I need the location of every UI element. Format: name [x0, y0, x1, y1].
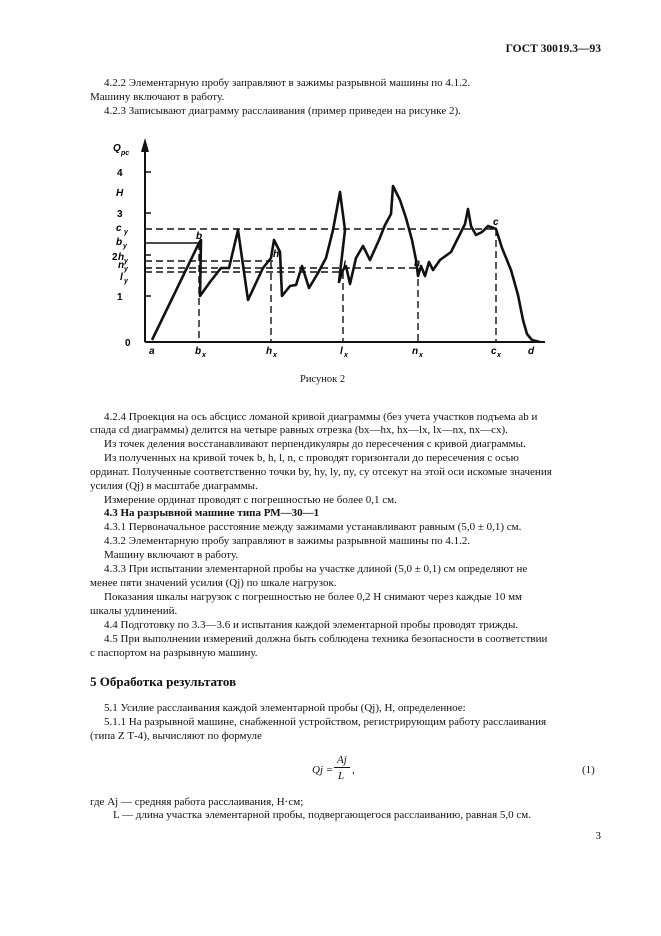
para-4-2-3: 4.2.3 Записывают диаграмму расслаивания (пример приведен на рисунке 2).	[104, 105, 461, 117]
para-5-1: 5.1 Усилие расслаивания каждой элементарной пробы (Qj), Н, определенное:	[104, 702, 466, 714]
para-4-2-2-cont: Машину включают в работу.	[90, 91, 225, 103]
para-4-3-3-l4: шкалы удлинений.	[90, 605, 178, 617]
y-mark-h: h	[118, 252, 125, 263]
y-mark-h-sub: y	[124, 258, 128, 265]
y-tick-label-1: 1	[117, 292, 123, 303]
where-line-1: где Aj — средняя работа расслаивания, Н·см;	[90, 796, 304, 808]
curve-label-l: l	[343, 260, 346, 271]
y-mark-c: c	[116, 223, 122, 234]
para-4-2-4-l1: 4.2.4 Проекция на ось абсцисс ломаной кривой диаграммы (без учета участков подъема ab и	[104, 411, 538, 423]
figure-caption: Рисунок 2	[300, 374, 346, 385]
x-label-b: b	[195, 346, 202, 357]
x-label-a: a	[149, 346, 155, 357]
y-mark-n-sub: y	[124, 266, 128, 273]
para-4-3-3-l3: Показания шкалы нагрузок с погрешностью не более 0,2 Н снимают через каждые 10 мм	[104, 591, 522, 603]
para-4-3-3-l1: 4.3.3 При испытании элементарной пробы на участке длиной (5,0 ± 0,1) см определяют не	[104, 563, 528, 575]
x-label-l: l	[340, 346, 343, 357]
formula-lhs: Qj =	[312, 764, 334, 776]
y-mark-n: n	[118, 260, 125, 271]
x-label-n-sub: x	[419, 352, 423, 359]
y-axis-label: Q	[113, 143, 121, 154]
para-4-3-1: 4.3.1 Первоначальное расстояние между зажимами устанавливают равным (5,0 ± 0,1) см.	[104, 521, 522, 533]
para-4-3-2-cont: Машину включают в работу.	[104, 549, 239, 561]
y-tick-label-H: H	[116, 188, 124, 199]
para-4-2-4-l5: ординат. Полученные соответственно точки by, hy, ly, ny, cy отсекут на этой оси искомые значения	[90, 466, 552, 478]
para-4-2-4-l7: Измерение ординат проводят с погрешностью не более 0,1 см.	[104, 494, 397, 506]
para-5-1-1-l2: (типа Z Т-4), вычисляют по формуле	[90, 730, 262, 742]
y-axis-arrow	[141, 138, 149, 152]
formula-denominator: L	[338, 770, 345, 782]
x-label-b-sub: x	[202, 352, 206, 359]
para-4-3-3-l2: менее пяти значений усилия (Qj) по шкале нагрузок.	[90, 577, 337, 589]
para-4-2-4-l2: спада cd диаграммы) делится на четыре равных отрезка (bx—hx, hx—lx, lx—nx, nx—cx).	[90, 424, 508, 436]
para-5-1-1-l1: 5.1.1 На разрывной машине, снабженной устройством, регистрирующим работу расслаивания	[104, 716, 547, 728]
y-mark-l: l	[120, 272, 123, 283]
section-5-title: 5 Обработка результатов	[90, 674, 237, 689]
delamination-diagram	[0, 0, 661, 400]
para-4-2-2: 4.2.2 Элементарную пробу заправляют в зажимы разрывной машины по 4.1.2.	[104, 77, 471, 89]
x-label-c-sub: x	[497, 352, 501, 359]
y-mark-l-sub: y	[124, 278, 128, 285]
y-tick-label-3: 3	[117, 209, 123, 220]
y-mark-c-sub: y	[124, 229, 128, 236]
y-tick-label-2: 2	[112, 252, 118, 263]
where-line-2: L — длина участка элементарной пробы, подвергающегося расслаиванию, равная 5,0 см.	[113, 809, 531, 821]
x-label-d: d	[528, 346, 535, 357]
para-4-2-4-l3: Из точек деления восстанавливают перпендикуляры до пересечения с кривой диаграммы.	[104, 438, 526, 450]
page-header: ГОСТ 30019.3—93	[505, 43, 601, 55]
curve-label-h: h	[273, 249, 280, 260]
formula-fraction-bar	[334, 767, 350, 768]
formula-number: (1)	[582, 764, 595, 776]
para-4-3-2: 4.3.2 Элементарную пробу заправляют в зажимы разрывной машины по 4.1.2.	[104, 535, 471, 547]
para-4-2-4-l4: Из полученных на кривой точек b, h, l, n, c проводят горизонтали до пересечения с осью	[104, 452, 519, 464]
diagram-curve	[152, 186, 540, 342]
curve-label-n: n	[414, 258, 421, 269]
x-label-l-sub: x	[344, 352, 348, 359]
para-4-5-l1: 4.5 При выполнении измерений должна быть соблюдена техника безопасности в соответствии	[104, 633, 548, 645]
y-tick-label-0: 0	[125, 338, 131, 349]
y-tick-label-4: 4	[117, 168, 123, 179]
x-label-h: h	[266, 346, 273, 357]
y-axis-sub: pc	[121, 150, 130, 157]
formula-numerator: Aj	[337, 754, 347, 766]
x-label-n: n	[412, 346, 419, 357]
para-4-5-l2: с паспортом на разрывную машину.	[90, 647, 258, 659]
para-4-2-4-l6: усилия (Qj) в масштабе диаграммы.	[90, 480, 258, 492]
x-label-c: c	[491, 346, 497, 357]
y-mark-b-sub: y	[123, 243, 127, 250]
curve-label-c: c	[493, 217, 499, 228]
formula-comma: ,	[352, 764, 355, 776]
curve-label-b: b	[196, 231, 203, 242]
heading-4-3: 4.3 На разрывной машине типа РМ—30—1	[104, 507, 320, 519]
y-mark-b: b	[116, 237, 123, 248]
x-label-h-sub: x	[273, 352, 277, 359]
para-4-4: 4.4 Подготовку по 3.3—3.6 и испытания каждой элементарной пробы проводят трижды.	[104, 619, 519, 631]
page-number: 3	[595, 830, 601, 842]
